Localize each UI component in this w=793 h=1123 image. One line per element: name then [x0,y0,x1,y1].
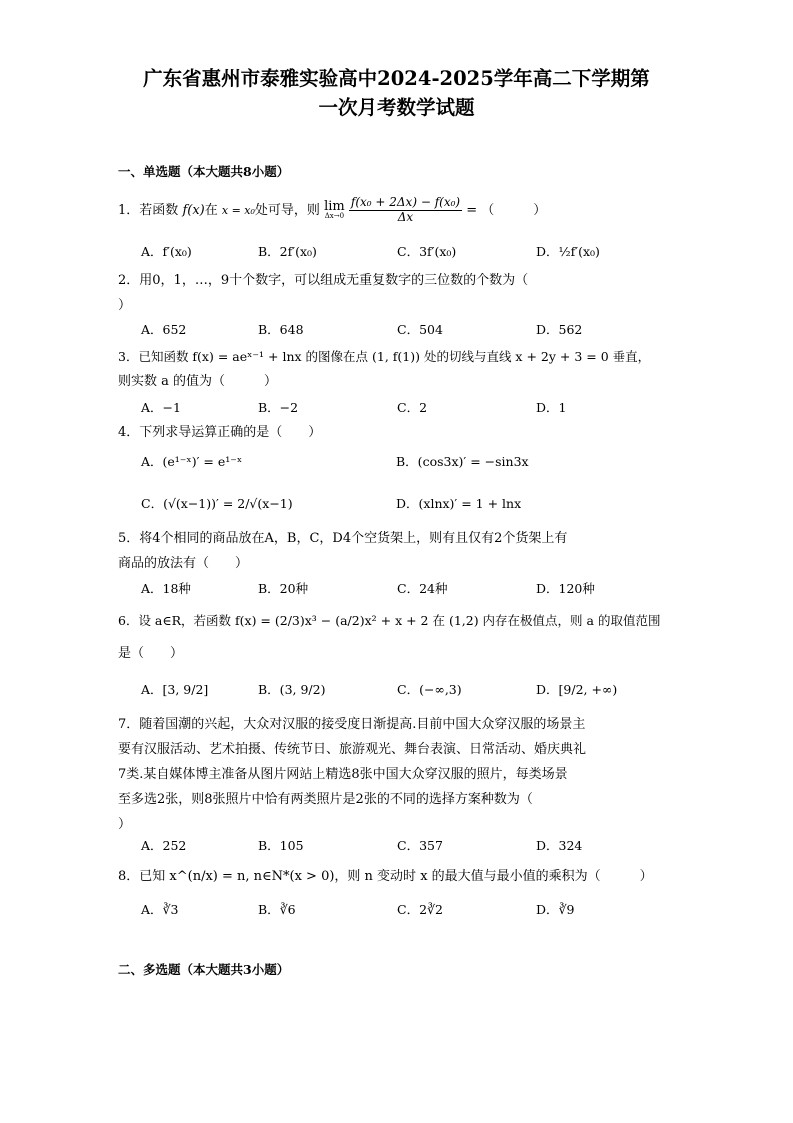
limit-word: lim [324,199,345,215]
option-a[interactable]: A．[3, 9/2] [141,682,209,697]
option-c[interactable]: C．357 [397,838,443,853]
question-4 [118,420,678,445]
title-line-1: 广东省惠州市泰雅实验高中2024-2025学年高二下学期第 [143,67,650,90]
option-b[interactable]: B．648 [258,322,304,337]
question-4-options-row-2 [141,494,681,518]
question-5-options [141,579,681,603]
option-d[interactable]: D．562 [536,322,583,337]
option-d[interactable]: D．(xlnx)′ = 1 + lnx [396,496,522,511]
title-line-2: 一次月考数学试题 [318,96,475,119]
question-1-mid2: 处可导，则 [254,202,320,218]
option-a[interactable]: A．−1 [141,400,181,415]
question-5 [118,526,678,576]
option-c[interactable]: C．(−∞,3) [397,682,462,697]
option-a[interactable]: A．652 [141,322,187,337]
limit-subscript: Δx→0 [324,212,345,221]
question-2-options [141,320,681,344]
option-d[interactable]: D．[9/2, +∞) [536,682,618,697]
question-7-line-2: 要有汉服活动、艺术拍摄、传统节日、旅游观光、舞台表演、日常活动、婚庆典礼 [118,742,587,757]
question-1-options [141,242,681,266]
question-2 [118,268,678,318]
question-7-options [141,836,681,860]
option-b[interactable]: B．2f′(x₀) [258,244,317,259]
option-b[interactable]: B．(3, 9/2) [258,682,326,697]
question-6-options [141,680,681,704]
section-heading-single-choice: 一、单选题（本大题共8小题） [118,164,290,179]
question-7 [118,712,678,837]
option-c[interactable]: C．24种 [397,581,448,596]
question-5-line-1: 5．将4个相同的商品放在A，B，C，D4个空货架上，则有且仅有2个货架上有 [118,531,568,546]
option-d[interactable]: D．120种 [536,581,595,596]
option-c[interactable]: C．2 [397,400,428,415]
question-1-condition: x = x₀ [221,203,255,217]
option-b[interactable]: B．105 [258,838,304,853]
option-a[interactable]: A．252 [141,838,187,853]
option-c[interactable]: C．3f′(x₀) [397,244,457,259]
question-1-fx: f(x) [182,202,205,218]
question-1-mid: 在 [204,202,218,218]
question-8 [118,864,678,889]
question-6-line-2: 是（ ） [118,646,184,661]
fraction-denominator: Δx [397,209,414,224]
question-8-line-1: 8．已知 x^(n/x) = n, n∈N*(x > 0)，则 n 变动时 x 的最大值与最小值的乘积为（ ） [118,869,653,884]
question-1-number: 1． [118,202,140,218]
option-a[interactable]: A．f′(x₀) [141,244,192,259]
question-8-options [141,900,681,924]
option-d[interactable]: D．½f′(x₀) [536,244,600,259]
option-c[interactable]: C．(√(x−1))′ = 2/√(x−1) [141,496,293,511]
question-1 [118,196,698,225]
question-2-line-1: 2．用0，1，…，9十个数字，可以组成无重复数字的三位数的个数为（ [118,273,529,288]
question-4-options-row-1 [141,452,681,476]
fraction-numerator: f(x₀ + 2Δx) − f(x₀) [350,195,461,209]
question-4-line-1: 4．下列求导运算正确的是（ ） [118,425,322,440]
question-7-line-4: 至多选2张，则8张照片中恰有两类照片是2张的不同的选择方案种数为（ [118,792,533,807]
question-7-line-3: 7类.某自媒体博主准备从图片网站上精选8张中国大众穿汉服的照片，每类场景 [118,767,568,782]
limit-operator [324,200,345,220]
question-6-line-1: 6．设 a∈R，若函数 f(x) = (2/3)x³ − (a/2)x² + x + 2 在 (1,2) 内存在极值点，则 a 的取值范围 [118,613,661,628]
question-6 [118,608,698,666]
option-d[interactable]: D．∛9 [536,902,575,917]
option-b[interactable]: B．−2 [258,400,299,415]
question-3-line-2: 则实数 a 的值为（ ） [118,374,278,389]
question-2-line-2: ） [118,298,132,313]
option-d[interactable]: D．324 [536,838,583,853]
option-c[interactable]: C．504 [397,322,443,337]
question-5-line-2: 商品的放法有（ ） [118,556,249,571]
option-c[interactable]: C．2∛2 [397,902,443,917]
question-1-pre: 若函数 [139,202,179,218]
difference-quotient [349,196,462,225]
section-heading-multiple-choice: 二、多选题（本大题共3小题） [118,962,290,977]
option-b[interactable]: B．20种 [258,581,309,596]
question-3-options [141,398,681,422]
page-title [0,64,793,122]
option-b[interactable]: B．∛6 [258,902,296,917]
option-a[interactable]: A．∛3 [141,902,179,917]
option-a[interactable]: A．18种 [141,581,191,596]
question-1-tail: = （ ） [466,202,547,218]
question-3 [118,344,698,394]
question-7-line-5: ） [118,817,132,832]
question-3-line-1: 3．已知函数 f(x) = aeˣ⁻¹ + lnx 的图像在点 (1, f(1)) 处的切线与直线 x + 2y + 3 = 0 垂直， [118,349,651,364]
question-7-line-1: 7．随着国潮的兴起，大众对汉服的接受度日渐提高.目前中国大众穿汉服的场景主 [118,717,586,732]
option-a[interactable]: A．(e¹⁻ˣ)′ = e¹⁻ˣ [141,454,243,469]
option-b[interactable]: B．(cos3x)′ = −sin3x [396,454,529,469]
option-d[interactable]: D．1 [536,400,567,415]
